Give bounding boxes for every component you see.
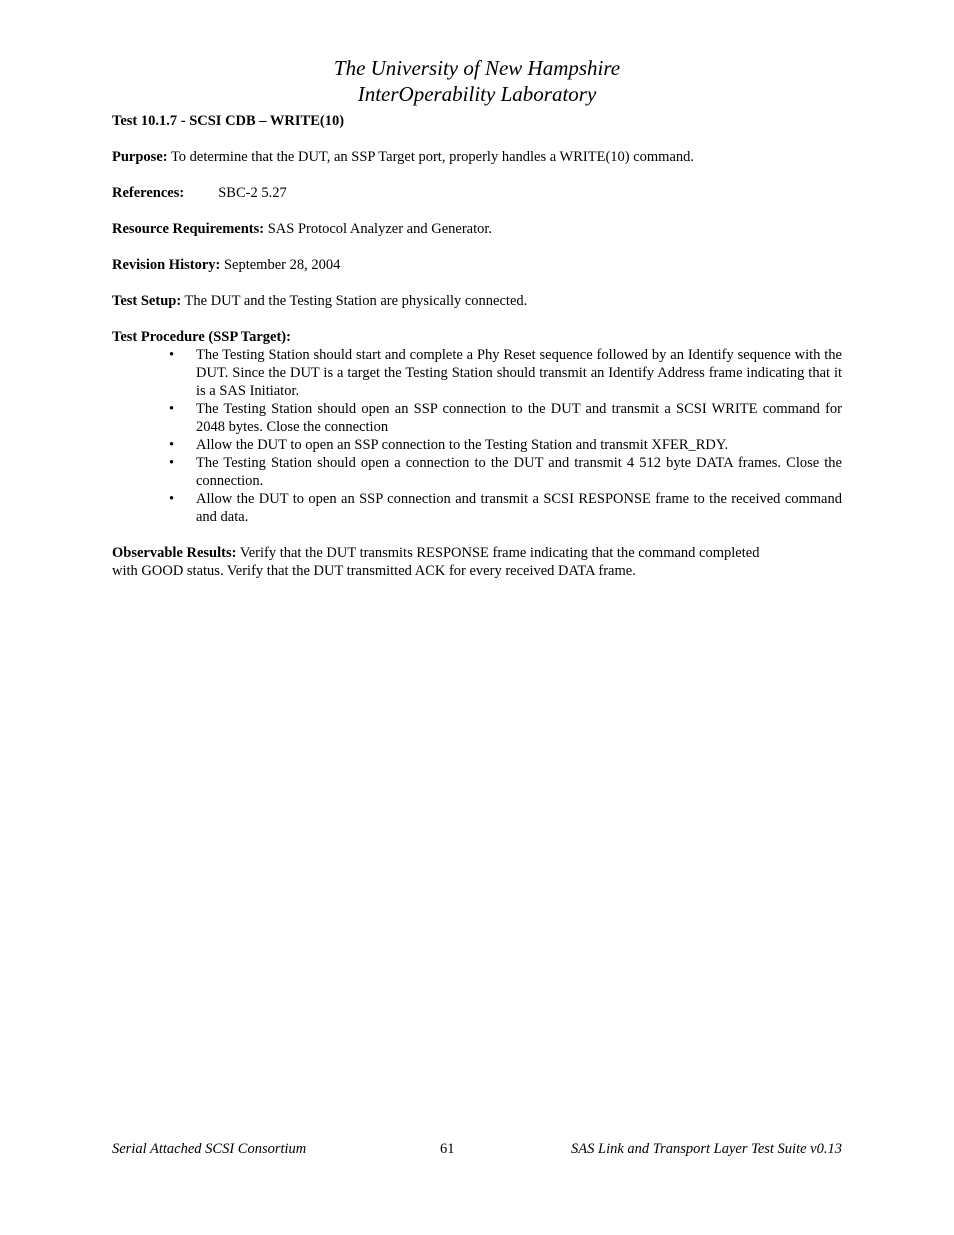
bullet-icon: •	[169, 347, 175, 363]
references-section	[112, 184, 842, 202]
setup-text: The DUT and the Testing Station are physically connected.	[181, 293, 528, 309]
setup-label: Test Setup:	[112, 293, 182, 309]
purpose-label: Purpose:	[112, 149, 168, 165]
list-item	[112, 346, 842, 400]
header-institution: The University of New Hampshire	[333, 56, 621, 80]
procedure-label: Test Procedure (SSP Target):	[112, 329, 291, 345]
purpose-text: To determine that the DUT, an SSP Target port, properly handles a WRITE(10) command.	[167, 149, 695, 165]
bullet-icon: •	[169, 455, 175, 471]
results-section	[112, 544, 842, 580]
results-line-1	[112, 544, 842, 562]
list-item	[112, 490, 842, 526]
resources-text: SAS Protocol Analyzer and Generator.	[264, 221, 493, 237]
page-footer	[112, 1140, 842, 1160]
page-header	[0, 55, 954, 107]
footer-consortium: Serial Attached SCSI Consortium	[112, 1141, 307, 1157]
purpose-section	[112, 148, 842, 166]
references-label: References:	[112, 185, 185, 201]
bullet-icon: •	[169, 401, 175, 417]
bullet-icon: •	[169, 437, 175, 453]
bullet-icon: •	[169, 491, 175, 507]
procedure-step-text: The Testing Station should open an SSP connection to the DUT and transmit a SCSI WRITE command for 2048 bytes. Close the connection	[196, 401, 842, 435]
header-lab: InterOperability Laboratory	[357, 82, 597, 106]
resources-section	[112, 220, 842, 238]
revision-section	[112, 256, 842, 274]
list-item	[112, 400, 842, 436]
test-title: Test 10.1.7 - SCSI CDB – WRITE(10)	[112, 113, 345, 129]
list-item	[112, 436, 842, 454]
results-text-2: with GOOD status. Verify that the DUT transmitted ACK for every received DATA frame.	[112, 563, 636, 579]
revision-label: Revision History:	[112, 257, 221, 273]
procedure-step-text: Allow the DUT to open an SSP connection to the Testing Station and transmit XFER_RDY.	[196, 437, 729, 453]
procedure-step-text: The Testing Station should start and complete a Phy Reset sequence followed by an Identify sequence with the DUT. Since the DUT is a target the Testing Station should transmit an Identify Address frame indicating that it is a SAS Initiator.	[196, 347, 842, 399]
list-item	[112, 454, 842, 490]
setup-section	[112, 292, 842, 310]
results-label: Observable Results:	[112, 545, 237, 561]
procedure-step-text: The Testing Station should open a connection to the DUT and transmit 4 512 byte DATA frames. Close the connection.	[196, 455, 842, 489]
results-text-1: Verify that the DUT transmits RESPONSE frame indicating that the command completed	[236, 545, 760, 561]
references-text: SBC-2 5.27	[218, 185, 287, 201]
procedure-step-text: Allow the DUT to open an SSP connection and transmit a SCSI RESPONSE frame to the received command and data.	[196, 491, 842, 525]
test-content	[112, 112, 842, 598]
procedure-steps	[112, 346, 842, 526]
footer-suite-version: SAS Link and Transport Layer Test Suite v0.13	[571, 1141, 842, 1157]
revision-text: September 28, 2004	[220, 257, 341, 273]
page-number: 61	[440, 1141, 455, 1157]
resources-label: Resource Requirements:	[112, 221, 265, 237]
